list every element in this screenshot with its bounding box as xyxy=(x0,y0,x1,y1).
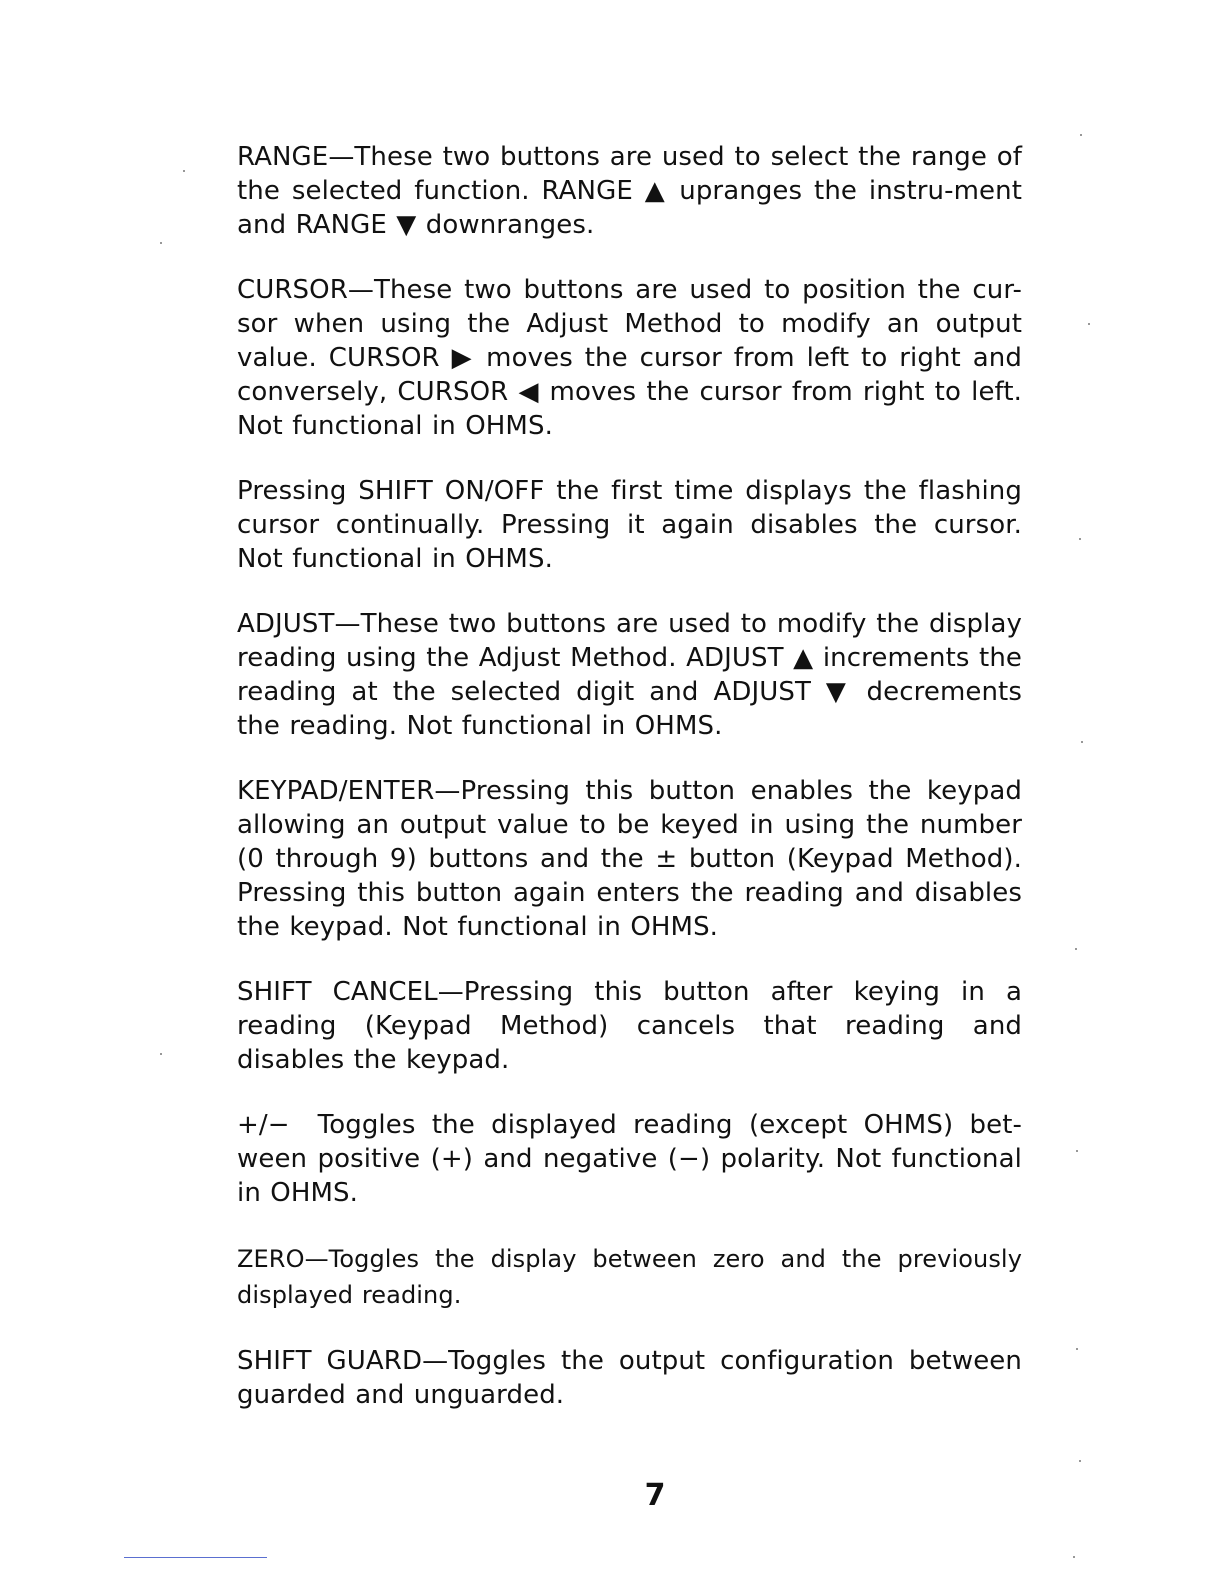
scan-speck xyxy=(1076,1348,1078,1350)
scan-speck xyxy=(1080,134,1082,136)
paragraph-cursor: CURSOR—These two buttons are used to position the cur-sor when using the Adjust Method to modify an output value. CURSOR ▶ moves the cursor from left to right and conversely, CURSOR ◀ moves the cursor from right to left. Not functional in OHMS. xyxy=(237,275,1022,441)
scan-speck xyxy=(160,242,162,244)
paragraph-polarity xyxy=(237,1108,1022,1210)
scan-speck xyxy=(1088,323,1090,325)
paragraph-shift-on-off: Pressing SHIFT ON/OFF the first time displays the flashing cursor continually. Pressing it again disables the cursor. Not functional in OHMS. xyxy=(237,476,1022,574)
scan-speck xyxy=(1081,741,1083,743)
scan-speck xyxy=(1079,1460,1081,1462)
scan-speck xyxy=(160,1053,162,1055)
scan-speck xyxy=(183,170,185,172)
scan-speck xyxy=(1076,1150,1078,1152)
polarity-label: +/− xyxy=(237,1110,290,1140)
scan-edge-line xyxy=(124,1557,267,1558)
scan-speck xyxy=(1073,1556,1075,1558)
paragraph-keypad-enter: KEYPAD/ENTER—Pressing this button enables the keypad allowing an output value to be keyed in using the number (0 through 9) buttons and the ± button (Keypad Method). Pressing this button again enters the reading and disables the keypad. Not functional in OHMS. xyxy=(237,776,1022,942)
scan-speck xyxy=(1075,948,1077,950)
page-content xyxy=(237,140,1022,1443)
paragraph-range: RANGE—These two buttons are used to select the range of the selected function. RANGE ▲ upranges the instru-ment and RANGE ▼ downranges. xyxy=(237,142,1022,240)
polarity-text: Toggles the displayed reading (except OHMS) bet-ween positive (+) and negative (−) polarity. Not functional in OHMS. xyxy=(237,1110,1022,1208)
paragraph-zero: ZERO—Toggles the display between zero and the previously displayed reading. xyxy=(237,1245,1022,1309)
page-number: 7 xyxy=(644,1478,666,1513)
scan-speck xyxy=(1079,538,1081,540)
paragraph-shift-guard: SHIFT GUARD—Toggles the output configuration between guarded and unguarded. xyxy=(237,1346,1022,1410)
paragraph-adjust: ADJUST—These two buttons are used to modify the display reading using the Adjust Method. ADJUST ▲ increments the reading at the selected digit and ADJUST ▼ decrements the reading. Not functional in OHMS. xyxy=(237,609,1022,741)
paragraph-shift-cancel: SHIFT CANCEL—Pressing this button after keying in a reading (Keypad Method) cancels that reading and disables the keypad. xyxy=(237,977,1022,1075)
